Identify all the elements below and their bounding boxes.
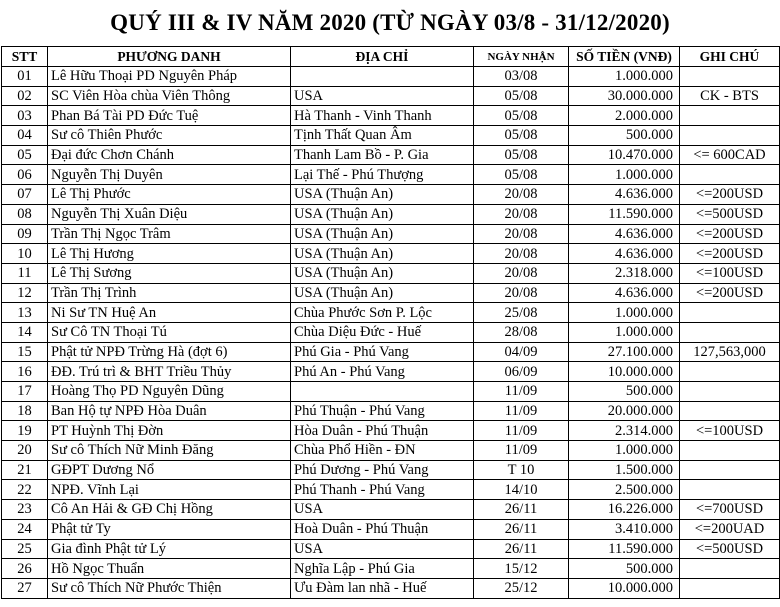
row-stt: 08: [2, 204, 48, 224]
row-name: Nguyễn Thị Duyên: [48, 165, 291, 185]
row-address: Nghĩa Lập - Phú Gia: [291, 559, 474, 579]
row-note: <= 600CAD: [680, 145, 780, 165]
row-address: USA (Thuận An): [291, 263, 474, 283]
row-address: Phú Thanh - Phú Vang: [291, 480, 474, 500]
row-amount: 4.636.000: [569, 244, 680, 264]
row-address: Lại Thế - Phú Thượng: [291, 165, 474, 185]
row-name: Ban Hộ tự NPĐ Hòa Duân: [48, 401, 291, 421]
row-address: Phú Dương - Phú Vang: [291, 460, 474, 480]
row-amount: 1.500.000: [569, 460, 680, 480]
header-stt: STT: [2, 47, 48, 67]
row-date: 05/08: [474, 126, 569, 146]
row-date: 11/09: [474, 401, 569, 421]
row-name: Ni Sư TN Huệ An: [48, 303, 291, 323]
row-amount: 1.000.000: [569, 303, 680, 323]
row-stt: 21: [2, 460, 48, 480]
row-address: [291, 382, 474, 402]
row-address: USA (Thuận An): [291, 185, 474, 205]
row-stt: 24: [2, 519, 48, 539]
header-note: GHI CHÚ: [680, 47, 780, 67]
row-date: 05/08: [474, 145, 569, 165]
row-stt: 07: [2, 185, 48, 205]
row-stt: 10: [2, 244, 48, 264]
row-name: ĐĐ. Trú trì & BHT Triều Thủy: [48, 362, 291, 382]
table-row: [2, 500, 780, 520]
row-amount: 500.000: [569, 559, 680, 579]
row-address: Hòa Duân - Phú Thuận: [291, 421, 474, 441]
row-address: Chùa Phước Sơn P. Lộc: [291, 303, 474, 323]
row-amount: 11.590.000: [569, 539, 680, 559]
row-name: Lê Thị Phước: [48, 185, 291, 205]
row-stt: 22: [2, 480, 48, 500]
row-date: T 10: [474, 460, 569, 480]
row-address: USA (Thuận An): [291, 283, 474, 303]
table-row: [2, 185, 780, 205]
row-note: [680, 67, 780, 87]
row-date: 20/08: [474, 283, 569, 303]
table-row: [2, 165, 780, 185]
row-date: 28/08: [474, 322, 569, 342]
row-stt: 17: [2, 382, 48, 402]
row-note: [680, 126, 780, 146]
table-row: [2, 204, 780, 224]
row-date: 06/09: [474, 362, 569, 382]
row-amount: 500.000: [569, 382, 680, 402]
row-note: <=700USD: [680, 500, 780, 520]
row-amount: 4.636.000: [569, 185, 680, 205]
row-stt: 16: [2, 362, 48, 382]
row-note: [680, 578, 780, 598]
header-amount: SỐ TIỀN (VNĐ): [569, 47, 680, 67]
row-date: 05/08: [474, 86, 569, 106]
row-note: <=200USD: [680, 244, 780, 264]
row-note: <=500USD: [680, 539, 780, 559]
row-date: 14/10: [474, 480, 569, 500]
row-amount: 27.100.000: [569, 342, 680, 362]
row-name: Hồ Ngọc Thuẩn: [48, 559, 291, 579]
row-name: Sư cô Thích Nữ Phước Thiện: [48, 578, 291, 598]
row-address: USA: [291, 500, 474, 520]
table-row: [2, 86, 780, 106]
row-date: 11/09: [474, 421, 569, 441]
row-date: 05/08: [474, 106, 569, 126]
row-stt: 12: [2, 283, 48, 303]
row-amount: 16.226.000: [569, 500, 680, 520]
row-note: [680, 106, 780, 126]
row-name: NPĐ. Vĩnh Lại: [48, 480, 291, 500]
row-address: USA (Thuận An): [291, 204, 474, 224]
row-name: Hoàng Thọ PD Nguyên Dũng: [48, 382, 291, 402]
row-amount: 20.000.000: [569, 401, 680, 421]
header-date: NGÀY NHẬN: [474, 47, 569, 67]
row-name: Lê Hữu Thoại PD Nguyên Pháp: [48, 67, 291, 87]
row-amount: 2.000.000: [569, 106, 680, 126]
row-name: Phật tử NPĐ Trừng Hà (đợt 6): [48, 342, 291, 362]
row-stt: 11: [2, 263, 48, 283]
row-date: 26/11: [474, 500, 569, 520]
table-row: [2, 559, 780, 579]
row-amount: 30.000.000: [569, 86, 680, 106]
row-stt: 26: [2, 559, 48, 579]
table-row: [2, 283, 780, 303]
row-note: <=200UAD: [680, 519, 780, 539]
row-amount: 4.636.000: [569, 283, 680, 303]
row-date: 05/08: [474, 165, 569, 185]
row-name: Sư cô Thích Nữ Minh Đăng: [48, 441, 291, 461]
row-note: <=200USD: [680, 283, 780, 303]
row-date: 20/08: [474, 224, 569, 244]
row-name: Lê Thị Sương: [48, 263, 291, 283]
row-address: Thanh Lam Bồ - P. Gia: [291, 145, 474, 165]
table-row: [2, 342, 780, 362]
row-name: Cô An Hải & GĐ Chị Hồng: [48, 500, 291, 520]
row-address: Phú An - Phú Vang: [291, 362, 474, 382]
table-row: [2, 322, 780, 342]
row-address: [291, 67, 474, 87]
row-amount: 10.000.000: [569, 362, 680, 382]
table-row: [2, 480, 780, 500]
row-stt: 03: [2, 106, 48, 126]
row-address: Phú Thuận - Phú Vang: [291, 401, 474, 421]
row-name: Nguyễn Thị Xuân Diệu: [48, 204, 291, 224]
row-name: Đại đức Chơn Chánh: [48, 145, 291, 165]
row-amount: 2.318.000: [569, 263, 680, 283]
row-address: Chùa Diệu Đức - Huế: [291, 322, 474, 342]
table-row: [2, 382, 780, 402]
row-note: <=200USD: [680, 185, 780, 205]
row-date: 20/08: [474, 244, 569, 264]
header-address: ĐỊA CHỈ: [291, 47, 474, 67]
table-row: [2, 106, 780, 126]
row-amount: 1.000.000: [569, 441, 680, 461]
table-row: [2, 362, 780, 382]
row-address: USA (Thuận An): [291, 244, 474, 264]
row-amount: 500.000: [569, 126, 680, 146]
table-row: [2, 519, 780, 539]
table-row: [2, 460, 780, 480]
row-date: 25/12: [474, 578, 569, 598]
row-stt: 04: [2, 126, 48, 146]
row-amount: 10.470.000: [569, 145, 680, 165]
row-date: 20/08: [474, 204, 569, 224]
row-amount: 10.000.000: [569, 578, 680, 598]
row-stt: 14: [2, 322, 48, 342]
row-note: [680, 401, 780, 421]
row-amount: 1.000.000: [569, 165, 680, 185]
row-stt: 05: [2, 145, 48, 165]
row-stt: 23: [2, 500, 48, 520]
row-address: Hoà Duân - Phú Thuận: [291, 519, 474, 539]
row-stt: 20: [2, 441, 48, 461]
row-note: [680, 362, 780, 382]
row-note: [680, 559, 780, 579]
row-date: 11/09: [474, 382, 569, 402]
row-address: Tịnh Thất Quan Âm: [291, 126, 474, 146]
row-note: CK - BTS: [680, 86, 780, 106]
row-name: GĐPT Dương Nổ: [48, 460, 291, 480]
row-amount: 2.500.000: [569, 480, 680, 500]
header-name: PHƯƠNG DANH: [48, 47, 291, 67]
row-stt: 15: [2, 342, 48, 362]
row-stt: 25: [2, 539, 48, 559]
table-row: [2, 421, 780, 441]
row-date: 20/08: [474, 185, 569, 205]
row-stt: 06: [2, 165, 48, 185]
page-title: QUÝ III & IV NĂM 2020 (TỪ NGÀY 03/8 - 31/12/2020): [110, 10, 670, 35]
row-name: Trần Thị Trình: [48, 283, 291, 303]
table-row: [2, 263, 780, 283]
table-row: [2, 303, 780, 323]
row-stt: 09: [2, 224, 48, 244]
row-address: Phú Gia - Phú Vang: [291, 342, 474, 362]
row-note: 127,563,000: [680, 342, 780, 362]
table-row: [2, 145, 780, 165]
row-address: Chùa Phổ Hiền - ĐN: [291, 441, 474, 461]
row-amount: 1.000.000: [569, 67, 680, 87]
row-name: Gia đình Phật tử Lý: [48, 539, 291, 559]
row-note: [680, 322, 780, 342]
table-row: [2, 401, 780, 421]
row-name: Sư Cô TN Thoại Tú: [48, 322, 291, 342]
row-name: Trần Thị Ngọc Trâm: [48, 224, 291, 244]
row-stt: 18: [2, 401, 48, 421]
row-stt: 27: [2, 578, 48, 598]
row-note: [680, 460, 780, 480]
row-stt: 13: [2, 303, 48, 323]
table-row: [2, 441, 780, 461]
row-note: <=100USD: [680, 263, 780, 283]
header-row: [2, 47, 780, 67]
table-row: [2, 578, 780, 598]
row-date: 11/09: [474, 441, 569, 461]
row-amount: 1.000.000: [569, 322, 680, 342]
row-amount: 2.314.000: [569, 421, 680, 441]
row-note: [680, 480, 780, 500]
table-row: [2, 224, 780, 244]
row-note: [680, 441, 780, 461]
row-name: Phật tử Ty: [48, 519, 291, 539]
row-date: 25/08: [474, 303, 569, 323]
row-date: 15/12: [474, 559, 569, 579]
row-stt: 01: [2, 67, 48, 87]
row-address: Hà Thanh - Vinh Thanh: [291, 106, 474, 126]
table-row: [2, 539, 780, 559]
row-date: 04/09: [474, 342, 569, 362]
row-date: 26/11: [474, 539, 569, 559]
row-stt: 19: [2, 421, 48, 441]
table-row: [2, 126, 780, 146]
row-address: USA (Thuận An): [291, 224, 474, 244]
row-name: Sư cô Thiên Phước: [48, 126, 291, 146]
row-date: 20/08: [474, 263, 569, 283]
row-note: <=200USD: [680, 224, 780, 244]
row-name: Phan Bá Tài PD Đức Tuệ: [48, 106, 291, 126]
row-amount: 4.636.000: [569, 224, 680, 244]
row-note: [680, 303, 780, 323]
row-address: Ưu Đàm lan nhã - Huế: [291, 578, 474, 598]
row-name: SC Viên Hòa chùa Viên Thông: [48, 86, 291, 106]
row-date: 26/11: [474, 519, 569, 539]
donation-table: [1, 46, 780, 599]
row-note: <=500USD: [680, 204, 780, 224]
row-date: 03/08: [474, 67, 569, 87]
row-note: [680, 382, 780, 402]
row-amount: 3.410.000: [569, 519, 680, 539]
table-row: [2, 244, 780, 264]
row-note: <=100USD: [680, 421, 780, 441]
row-amount: 11.590.000: [569, 204, 680, 224]
row-name: PT Huỳnh Thị Đờn: [48, 421, 291, 441]
row-address: USA: [291, 539, 474, 559]
row-note: [680, 165, 780, 185]
row-name: Lê Thị Hương: [48, 244, 291, 264]
row-address: USA: [291, 86, 474, 106]
row-stt: 02: [2, 86, 48, 106]
table-row: [2, 67, 780, 87]
